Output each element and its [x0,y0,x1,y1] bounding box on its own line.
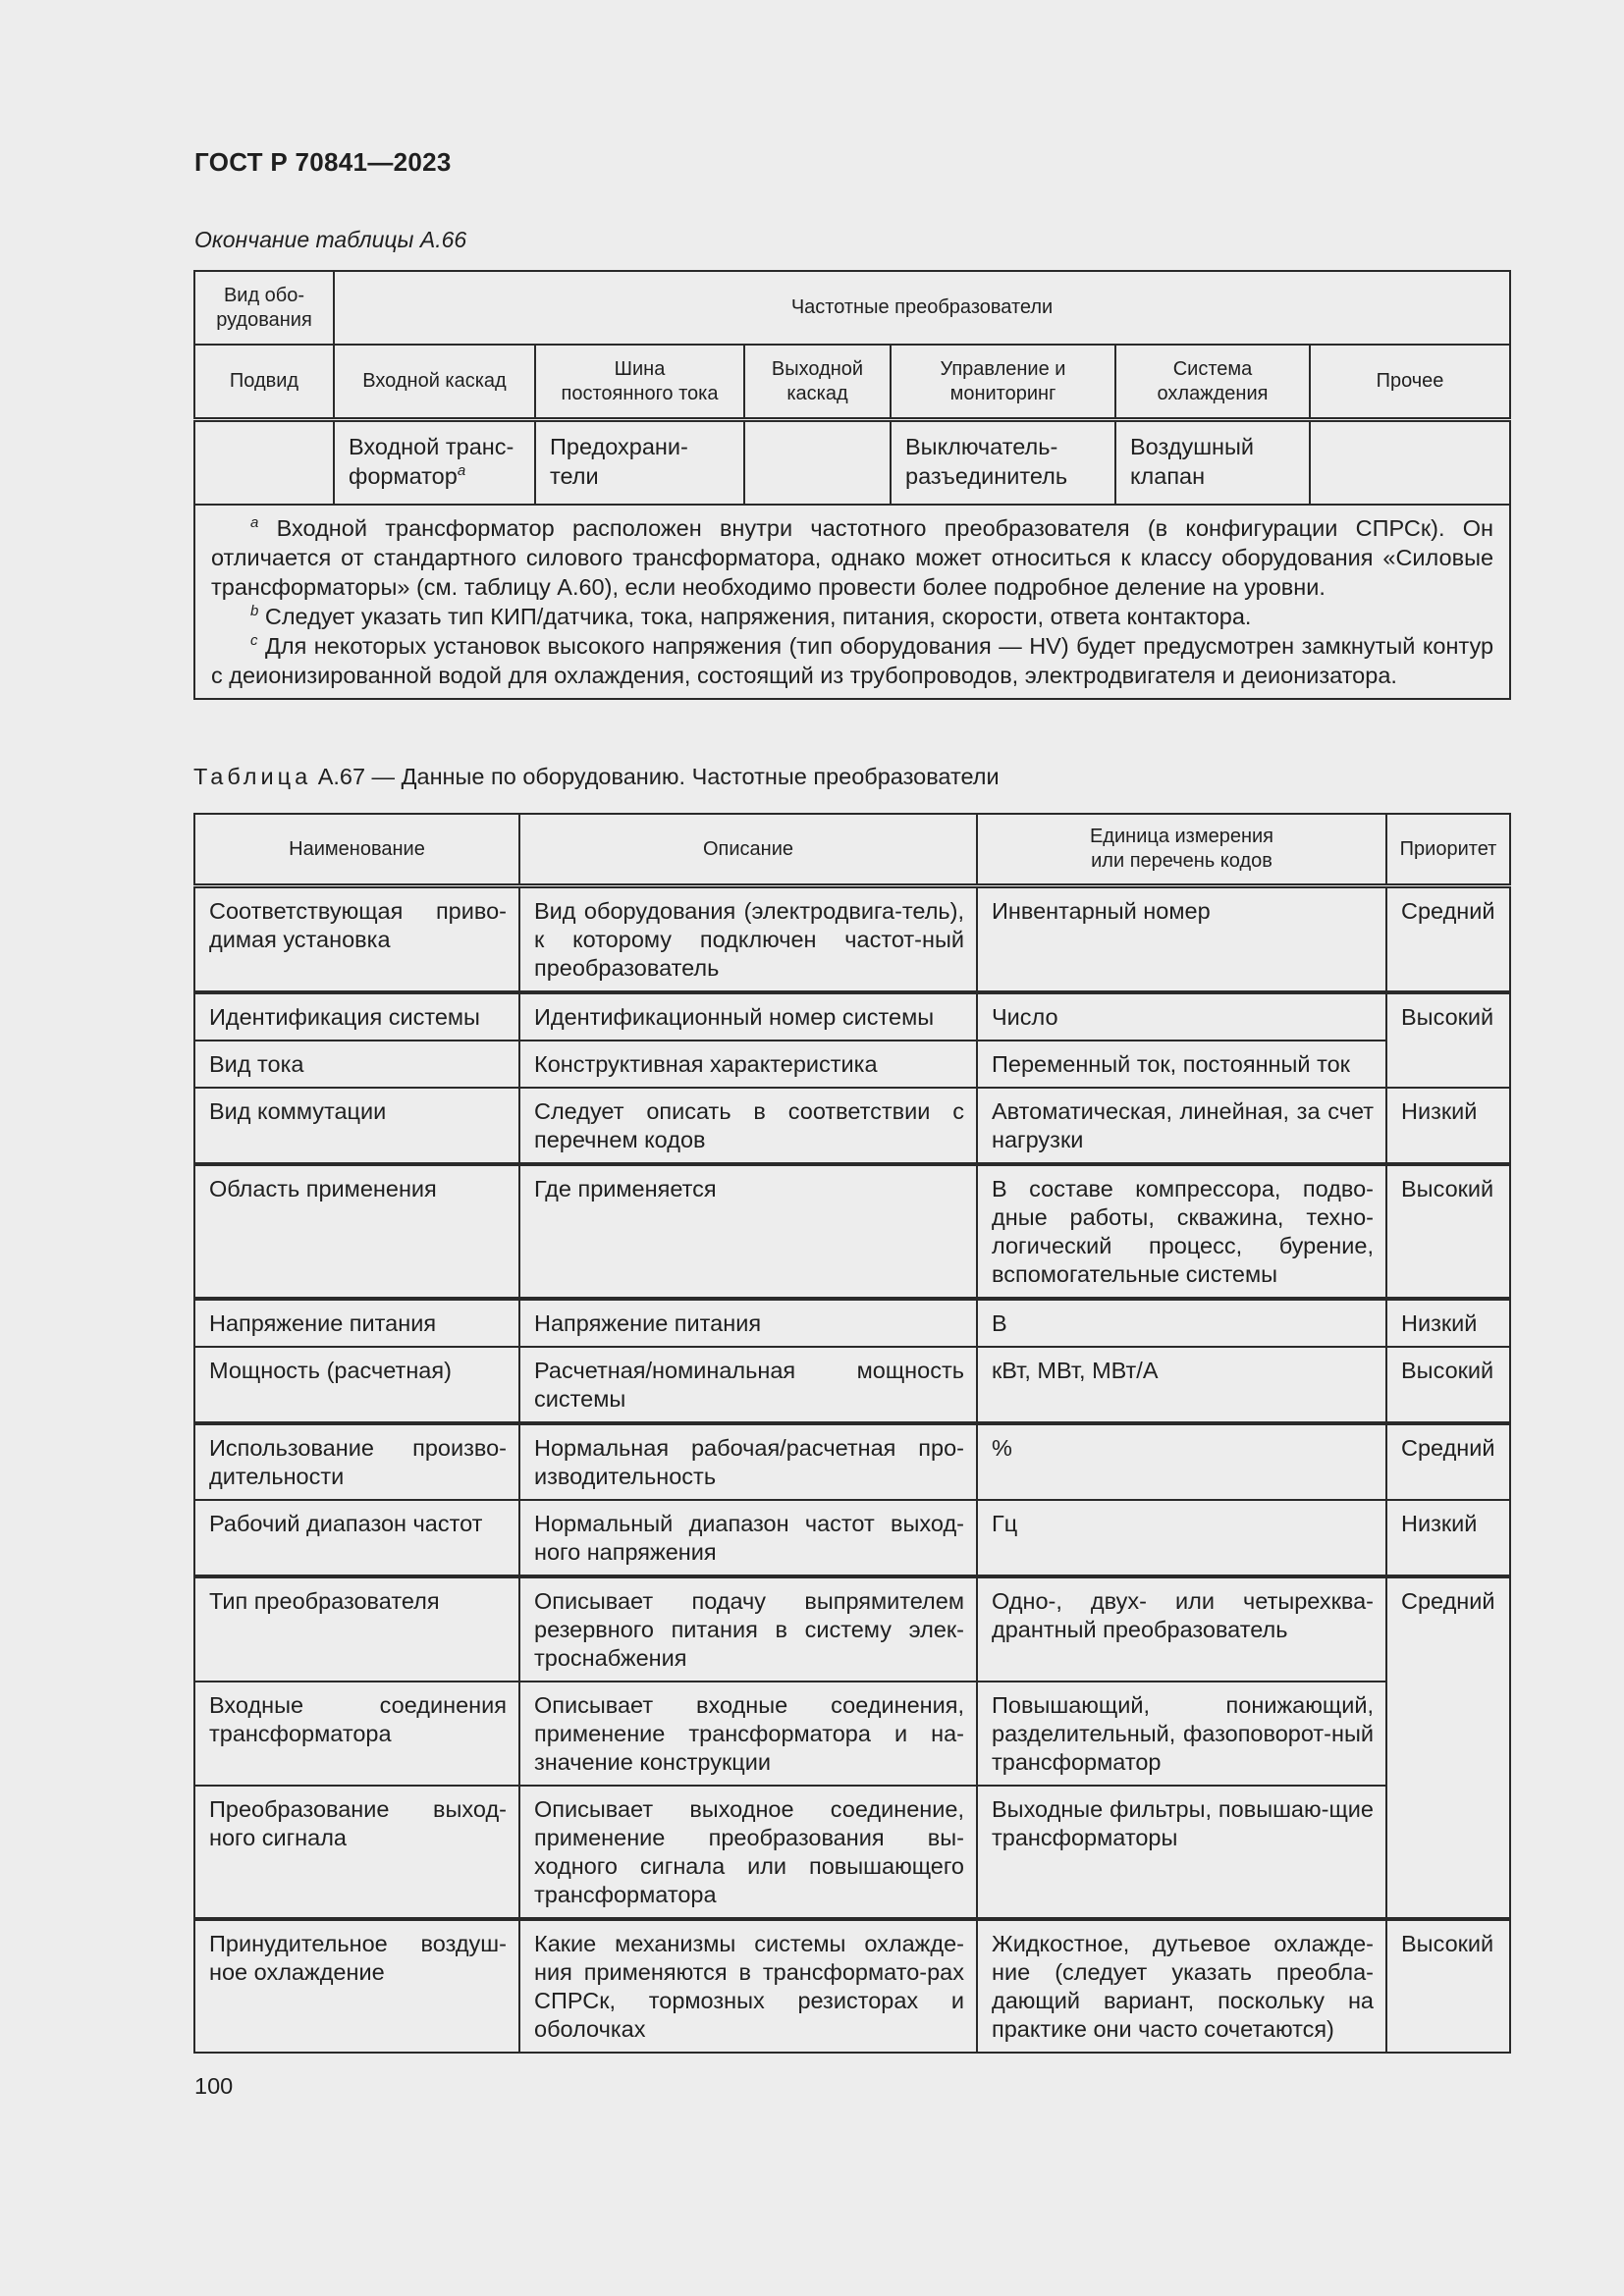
table-row [194,1682,1510,1786]
subheader-control: Управление и мониторинг [891,345,1115,420]
table-cell [1310,420,1510,506]
header-unit: Единица измерения или перечень кодов [977,814,1386,886]
row-priority: Высокий [1386,1164,1510,1299]
row-description: Вид оборудования (электродвига-тель), к которому подключен частот-ный преобразователь [519,886,977,993]
group-header: Частотные преобразователи [334,271,1510,345]
row-name: Рабочий диапазон частот [194,1500,519,1576]
equipment-type-header: Вид обо- рудования [194,271,334,345]
table-row [194,992,1510,1041]
table-cell [744,420,891,506]
table-row [194,1164,1510,1299]
table-row [194,1500,1510,1576]
footnote-c: $^c$ Для некоторых установок высокого напряжения (тип оборудования — HV) будет предусмотрен замкнутый контур с деионизированной водой для охлаждения, состоящий из трубопроводов, электродвигателя и деионизатора. [211,632,1494,688]
page-number: 100 [194,2073,234,2099]
row-description: Описывает входные соединения, применение трансформатора и на-значение конструкции [519,1682,977,1786]
subtype-header: Подвид [194,345,334,420]
row-priority: Средний [1386,1423,1510,1500]
table-a66-end [193,270,1511,700]
header-name: Наименование [194,814,519,886]
row-unit: Автоматическая, линейная, за счет нагрузки [977,1088,1386,1164]
row-description: Конструктивная характеристика [519,1041,977,1088]
row-unit: Гц [977,1500,1386,1576]
table-row [194,1347,1510,1423]
table-row [194,1423,1510,1500]
continuation-caption: Окончание таблицы А.66 [194,227,467,252]
table-row [194,1041,1510,1088]
row-name: Входные соединения трансформатора [194,1682,519,1786]
row-unit: % [977,1423,1386,1500]
table-row [194,1576,1510,1682]
row-name: Тип преобразователя [194,1576,519,1682]
row-unit: кВт, МВт, МВт/А [977,1347,1386,1423]
row-name: Соответствующая приво-димая установка [194,886,519,993]
row-priority: Низкий [1386,1500,1510,1576]
table-cell [194,420,334,506]
row-name: Вид тока [194,1041,519,1088]
row-priority: Средний [1386,886,1510,993]
row-name: Область применения [194,1164,519,1299]
row-name: Преобразование выход-ного сигнала [194,1786,519,1919]
row-description: Нормальная рабочая/расчетная про-изводительность [519,1423,977,1500]
table-row [194,886,1510,993]
row-priority: Низкий [1386,1088,1510,1164]
table-row [194,1919,1510,2053]
row-description: Описывает подачу выпрямителем резервного питания в систему элек-троснабжения [519,1576,977,1682]
row-unit: Жидкостное, дутьевое охлажде-ние (следует указать преобла-дающий вариант, поскольку на практике они часто сочетаются) [977,1919,1386,2053]
row-name: Мощность (расчетная) [194,1347,519,1423]
table-row [194,1299,1510,1347]
table-a67 [193,813,1511,2054]
subheader-input-stage: Входной каскад [334,345,535,420]
row-unit: Число [977,992,1386,1041]
row-name: Использование произво-дительности [194,1423,519,1500]
table-row [194,1088,1510,1164]
row-unit: Одно-, двух- или четырехква-дрантный преобразователь [977,1576,1386,1682]
row-unit: Инвентарный номер [977,886,1386,993]
row-name: Вид коммутации [194,1088,519,1164]
table-footnotes [194,505,1510,699]
table-row [194,1786,1510,1919]
row-description: Какие механизмы системы охлажде-ния применяются в трансформато-рах СПРСк, тормозных резисторах и оболочках [519,1919,977,2053]
subheader-dc-bus: Шина постоянного тока [535,345,744,420]
row-unit: В [977,1299,1386,1347]
table-a67-caption: Таблица А.67 — Данные по оборудованию. Частотные преобразователи [193,764,1000,789]
row-unit: Выходные фильтры, повышаю-щие трансформаторы [977,1786,1386,1919]
row-priority: Высокий [1386,1347,1510,1423]
subheader-other: Прочее [1310,345,1510,420]
row-unit: В составе компрессора, подво-дные работы, скважина, техно-логический процесс, бурение, вспомогательные системы [977,1164,1386,1299]
table-cell: Воздушный клапан [1115,420,1310,506]
row-unit: Переменный ток, постоянный ток [977,1041,1386,1088]
footnote-b: $^b$ Следует указать тип КИП/датчика, тока, напряжения, питания, скорости, ответа контактора. [250,603,1252,629]
subheader-output-stage: Выходной каскад [744,345,891,420]
row-description: Нормальный диапазон частот выход-ного напряжения [519,1500,977,1576]
row-priority: Средний [1386,1576,1510,1919]
row-priority: Высокий [1386,992,1510,1088]
row-description: Описывает выходное соединение, применение преобразования вы-ходного сигнала или повышающего трансформатора [519,1786,977,1919]
row-description: Напряжение питания [519,1299,977,1347]
row-description: Идентификационный номер системы [519,992,977,1041]
subheader-cooling: Система охлаждения [1115,345,1310,420]
document-header: ГОСТ Р 70841—2023 [194,147,452,177]
row-description: Расчетная/номинальная мощность системы [519,1347,977,1423]
row-unit: Повышающий, понижающий, разделительный, фазоповорот-ный трансформатор [977,1682,1386,1786]
row-priority: Низкий [1386,1299,1510,1347]
table-cell: Предохрани- тели [535,420,744,506]
table-cell: Выключатель- разъединитель [891,420,1115,506]
header-priority: Приоритет [1386,814,1510,886]
table-cell: Входной транс- форматор$^a$ [334,420,535,506]
row-name: Принудительное воздуш-ное охлаждение [194,1919,519,2053]
row-name: Напряжение питания [194,1299,519,1347]
header-description: Описание [519,814,977,886]
row-description: Где применяется [519,1164,977,1299]
row-priority: Высокий [1386,1919,1510,2053]
footnote-mark: a [457,462,466,480]
row-description: Следует описать в соответствии с перечнем кодов [519,1088,977,1164]
row-name: Идентификация системы [194,992,519,1041]
footnote-a: $^a$ Входной трансформатор расположен внутри частотного преобразователя (в конфигурации СПРСк). Он отличается от стандартного силового трансформатора, однако может относиться к классу оборудования «Силовые трансформаторы» (см. таблицу А.60), если необходимо провести более подробное деление на уровни. [211,514,1494,600]
